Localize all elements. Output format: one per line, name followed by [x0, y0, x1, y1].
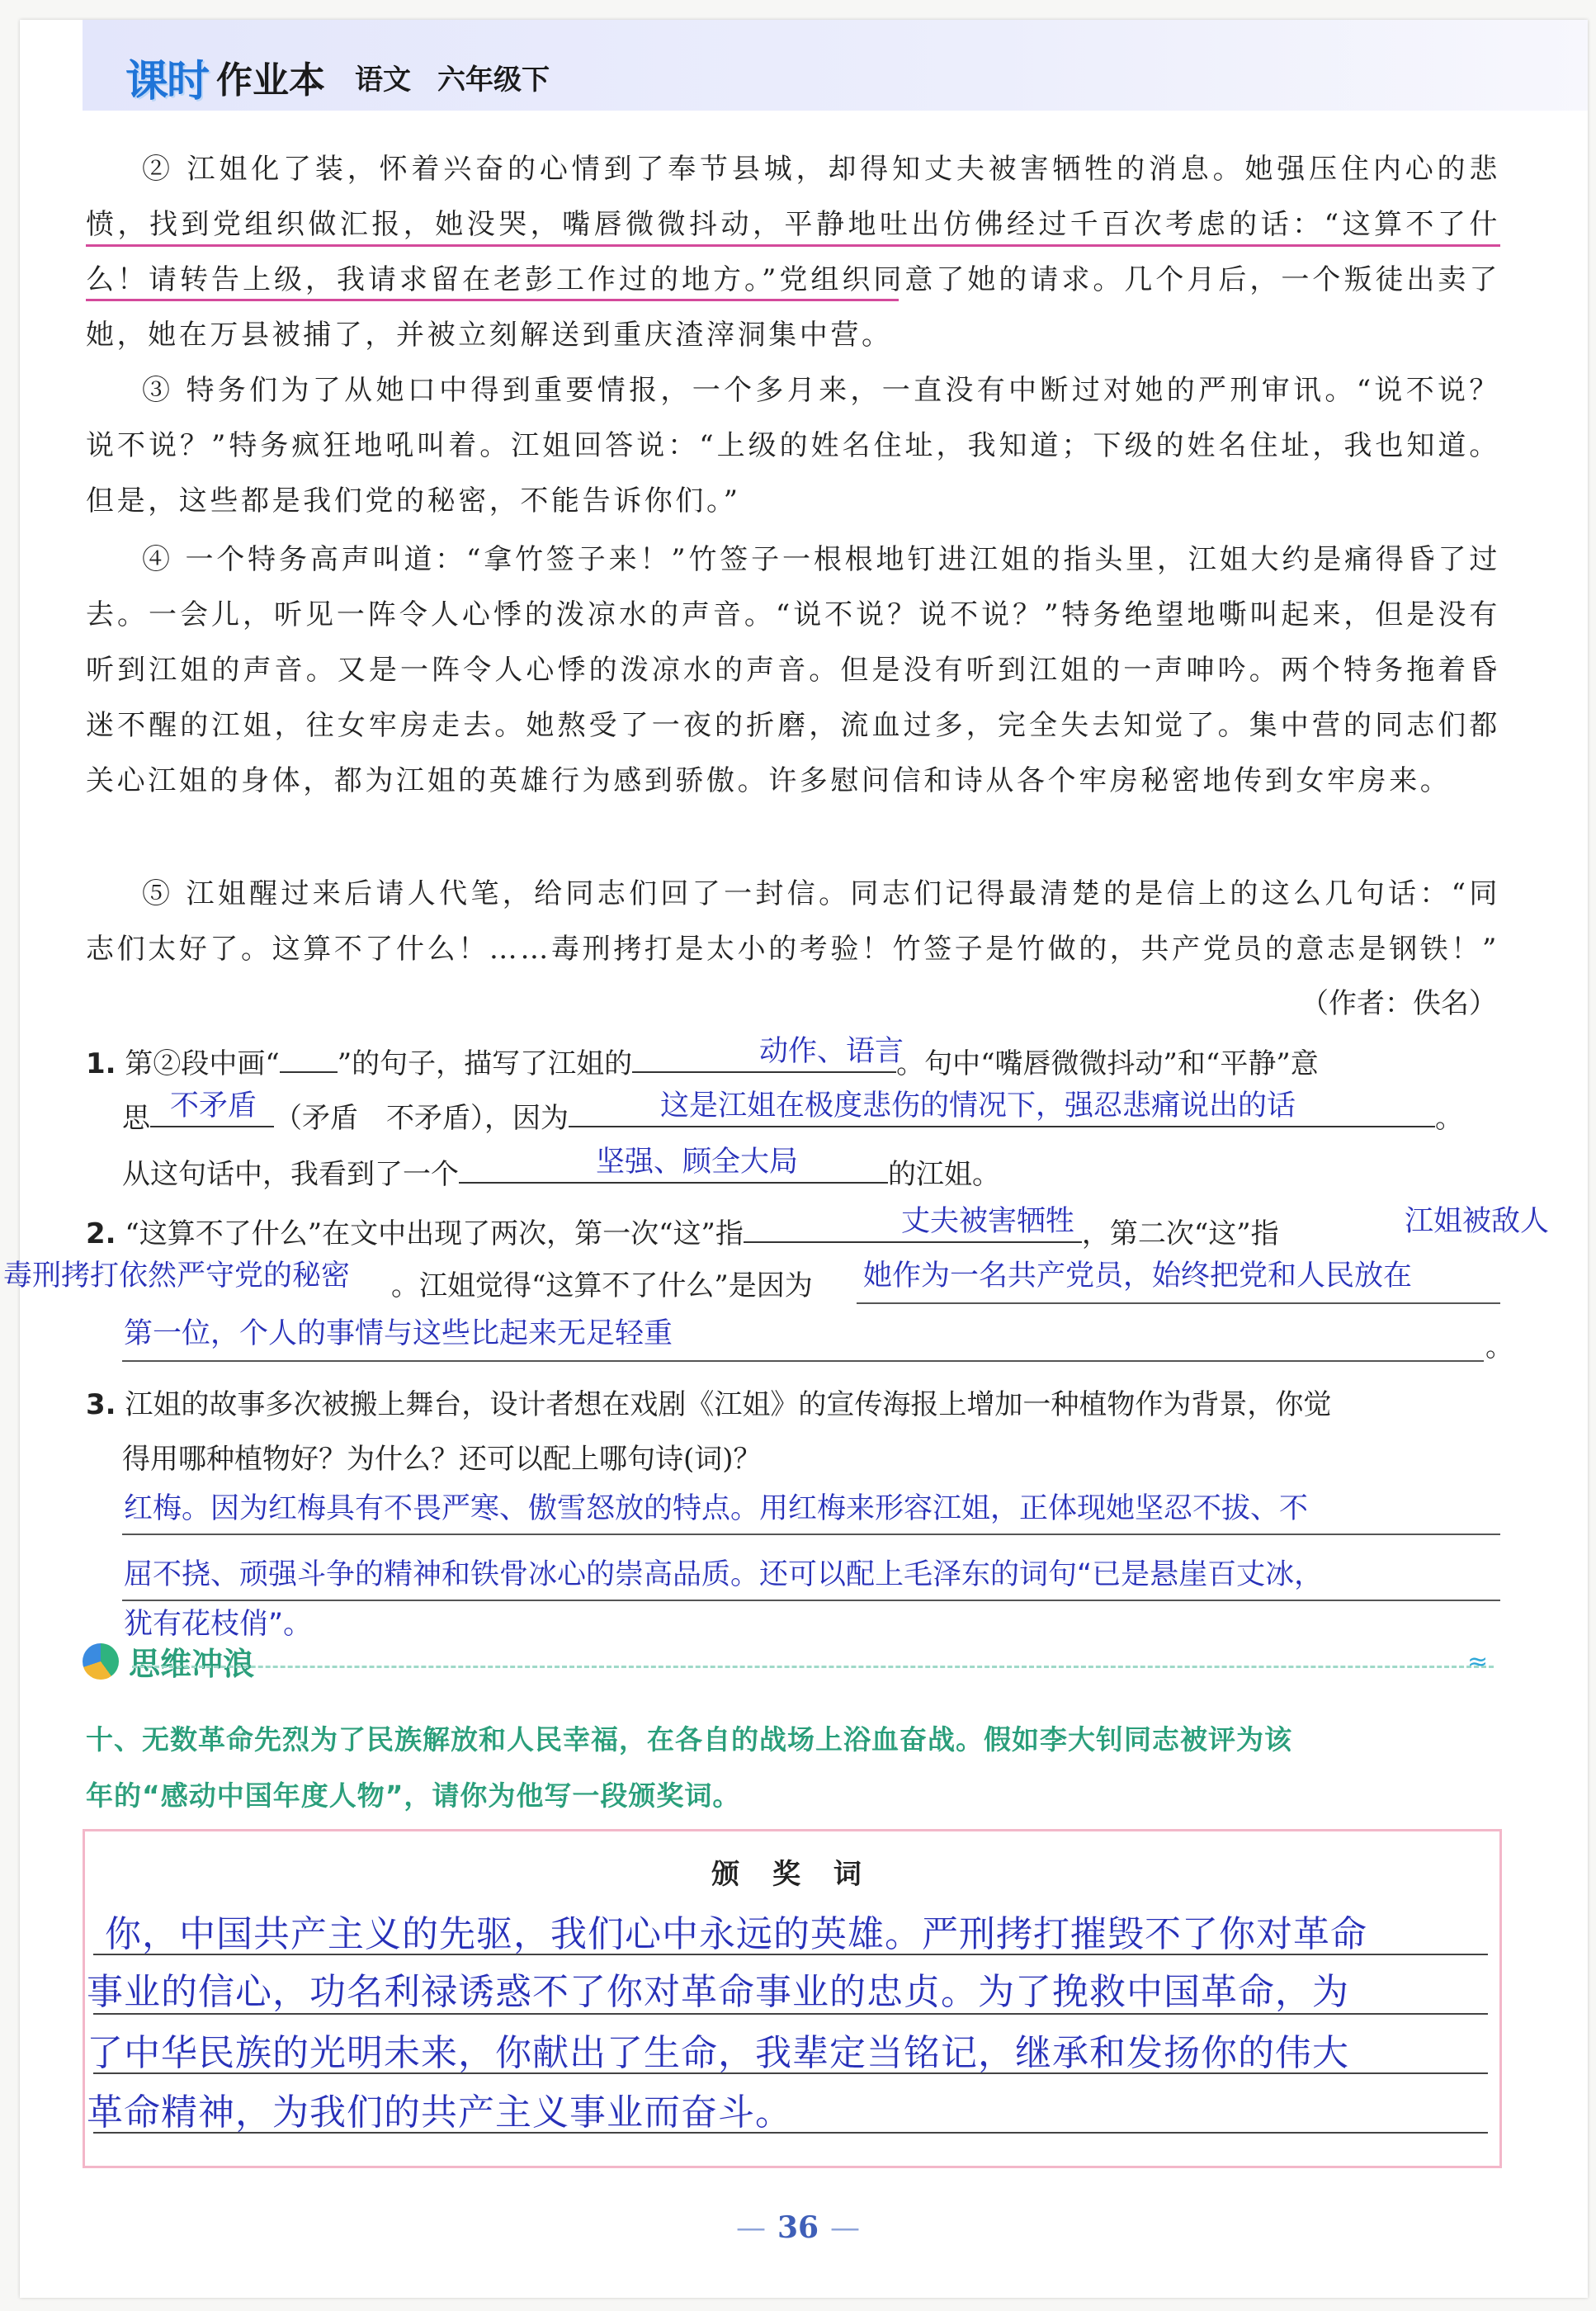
- paragraph-text: ⑤ 江姐醒过来后请人代笔，给同志们回了一封信。同志们记得最清楚的是信上的这么几句话：“同志们太好了。这算不了什么！……毒刑拷打是太小的考验！竹签子是竹做的，共产党员的意志是钢铁！”: [86, 877, 1500, 966]
- question-text: （矛盾 不矛盾），因为: [274, 1102, 569, 1135]
- section-title: 思维冲浪: [129, 1646, 255, 1682]
- fill-blank[interactable]: [280, 1038, 338, 1073]
- handwritten-answer: 第一位，个人的事情与这些比起来无足轻重: [124, 1317, 673, 1350]
- handwritten-answer: 屈不挠、顽强斗争的精神和铁骨冰心的崇高品质。还可以配上毛泽东的词句“已是悬崖百丈冰，: [124, 1558, 1324, 1591]
- handwritten-answer: 江姐被敌人: [1405, 1205, 1550, 1238]
- question-text: 从这句话中，我看到了一个: [122, 1158, 459, 1191]
- question-number: 1.: [86, 1047, 116, 1080]
- question-text: 的江姐。: [888, 1158, 1000, 1191]
- thinking-section-header: [83, 1638, 254, 1684]
- handwritten-answer: 不矛盾: [170, 1089, 257, 1122]
- paragraph-text: ④ 一个特务高声叫道：“拿竹签子来！”竹签子一根根地钉进江姐的指头里，江姐大约是痛得昏了过去。一会儿，听见一阵令人心悸的泼凉水的声音。“说不说？说不说？”特务绝望地嘶叫起来，但是没有听到江姐的声音。又是一阵令人心悸的泼凉水的声音。但是没有听到江姐的一声呻吟。两个特务拖着昏迷不醒的江姐，往女牢房走去。她熬受了一夜的折磨，流血过多，完全失去知觉了。集中营的同志们都关心江姐的身体，都为江姐的英雄行为感到骄傲。许多慰问信和诗从各个牢房秘密地传到女牢房来。: [86, 543, 1500, 797]
- handwritten-answer: 坚强、顾全大局: [596, 1146, 799, 1179]
- task-10-line-1: 十、无数革命先烈为了民族解放和人民幸福，在各自的战场上浴血奋战。假如李大钊同志被评为该: [86, 1723, 1292, 1756]
- paragraph-text: ② 江姐化了装，怀着兴奋的心情到了奉节县城，却得知丈夫被害牺牲的消息。她强压住内心的悲愤，找到党组织做汇报，她没哭，嘴唇微微抖动，平静地吐出仿佛经过千百次考虑的话：“这算不了什么！请转告上级，我请求留在老彭工作过的地方。”党组织同意了她的请求。几个月后，一个叛徒出卖了她，她在万县被捕了，并被立刻解送到重庆渣滓洞集中营。: [86, 153, 1500, 352]
- passage-paragraph-5: [86, 867, 1500, 977]
- author-credit: （作者：佚名）: [1301, 987, 1497, 1020]
- answer-line[interactable]: [122, 1600, 1500, 1601]
- handwritten-answer: 犹有花枝俏”。: [124, 1608, 313, 1641]
- handwritten-answer: 毒刑拷打依然严守党的秘密: [3, 1259, 351, 1293]
- book-title: 作业本: [216, 59, 326, 102]
- drawn-underline: [86, 299, 899, 301]
- question-text: ”的句子，描写了江姐的: [337, 1047, 633, 1080]
- question-text: 。: [1435, 1102, 1463, 1135]
- question-text: 江姐的故事多次被搬上舞台，设计者想在戏剧《江姐》的宣传海报上增加一种植物作为背景，你觉: [125, 1388, 1332, 1421]
- question-2-line-2: [391, 1263, 813, 1303]
- question-1-line-3: [122, 1149, 1000, 1192]
- handwritten-answer: 红梅。因为红梅具有不畏严寒、傲雪怒放的特点。用红梅来形容江姐，正体现她坚忍不拔、不: [124, 1492, 1309, 1525]
- brand-logo: 课时: [125, 56, 209, 106]
- answer-line[interactable]: [857, 1302, 1500, 1304]
- section-divider: [132, 1666, 1494, 1668]
- question-1-line-1: [86, 1038, 1319, 1081]
- award-speech-box[interactable]: [83, 1829, 1502, 2168]
- question-text: 。句中“嘴唇微微抖动”和“平静”意: [896, 1047, 1319, 1080]
- question-text: ，第二次“这”指: [1081, 1217, 1279, 1250]
- passage-paragraph-2: [86, 142, 1500, 363]
- handwritten-answer: 动作、语言: [759, 1035, 904, 1068]
- award-line-1: 你，中国共产主义的先驱，我们心中永远的英雄。严刑拷打摧毁不了你对革命: [105, 1913, 1367, 1955]
- passage-paragraph-4: [86, 532, 1500, 809]
- paragraph-text: ③ 特务们为了从她口中得到重要情报，一个多月来，一直没有中断过对她的严刑审讯。“说不说？说不说？”特务疯狂地吼叫着。江姐回答说：“上级的姓名住址，我知道；下级的姓名住址，我也知道。但是，这些都是我们党的秘密，不能告诉你们。”: [86, 374, 1500, 517]
- wave-icon: ≈: [1467, 1647, 1489, 1676]
- task-10-line-2: 年的“感动中国年度人物”，请你为他写一段颁奖词。: [86, 1779, 741, 1812]
- passage-paragraph-3: [86, 363, 1500, 529]
- writing-line: [93, 2132, 1488, 2134]
- question-text: “这算不了什么”在文中出现了两次，第一次“这”指: [125, 1217, 744, 1250]
- handwritten-answer: 丈夫被害牺牲: [901, 1205, 1075, 1238]
- writing-line: [93, 2013, 1488, 2015]
- grade-label: 六年级下: [437, 63, 550, 97]
- question-3-line-1: [86, 1382, 1331, 1422]
- question-text: 。江姐觉得“这算不了什么”是因为: [391, 1269, 813, 1302]
- question-text: 第②段中画“: [125, 1047, 280, 1080]
- swirl-icon: [83, 1643, 119, 1680]
- page-number: — 36 —: [735, 2210, 861, 2245]
- question-2-end: 。: [1485, 1330, 1513, 1363]
- handwritten-answer: 她作为一名共产党员，始终把党和人民放在: [863, 1259, 1413, 1293]
- subject-label: 语文: [355, 63, 412, 97]
- answer-line[interactable]: [122, 1360, 1484, 1362]
- writing-line: [93, 2072, 1488, 2074]
- drawn-underline: [86, 244, 1500, 247]
- question-3-line-2: 得用哪种植物好？为什么？还可以配上哪句诗(词)？: [122, 1443, 762, 1476]
- question-number: 2.: [86, 1217, 116, 1250]
- book-logo: [125, 48, 550, 106]
- handwritten-answer: 这是江姐在极度悲伤的情况下，强忍悲痛说出的话: [660, 1089, 1296, 1122]
- answer-line[interactable]: [122, 1534, 1500, 1535]
- question-text: 思: [122, 1102, 150, 1135]
- writing-line: [93, 1954, 1488, 1955]
- page-number-value: 36: [777, 2210, 819, 2245]
- award-line-3: 了中华民族的光明未来，你献出了生命，我辈定当铭记，继承和发扬你的伟大: [87, 2032, 1349, 2074]
- question-2-line-1: [86, 1208, 1279, 1251]
- question-number: 3.: [86, 1388, 116, 1421]
- award-line-2: 事业的信心，功名利禄诱惑不了你对革命事业的忠贞。为了挽救中国革命，为: [87, 1971, 1349, 2013]
- award-title: 颁 奖 词: [711, 1858, 873, 1891]
- award-line-4: 革命精神，为我们的共产主义事业而奋斗。: [87, 2091, 792, 2134]
